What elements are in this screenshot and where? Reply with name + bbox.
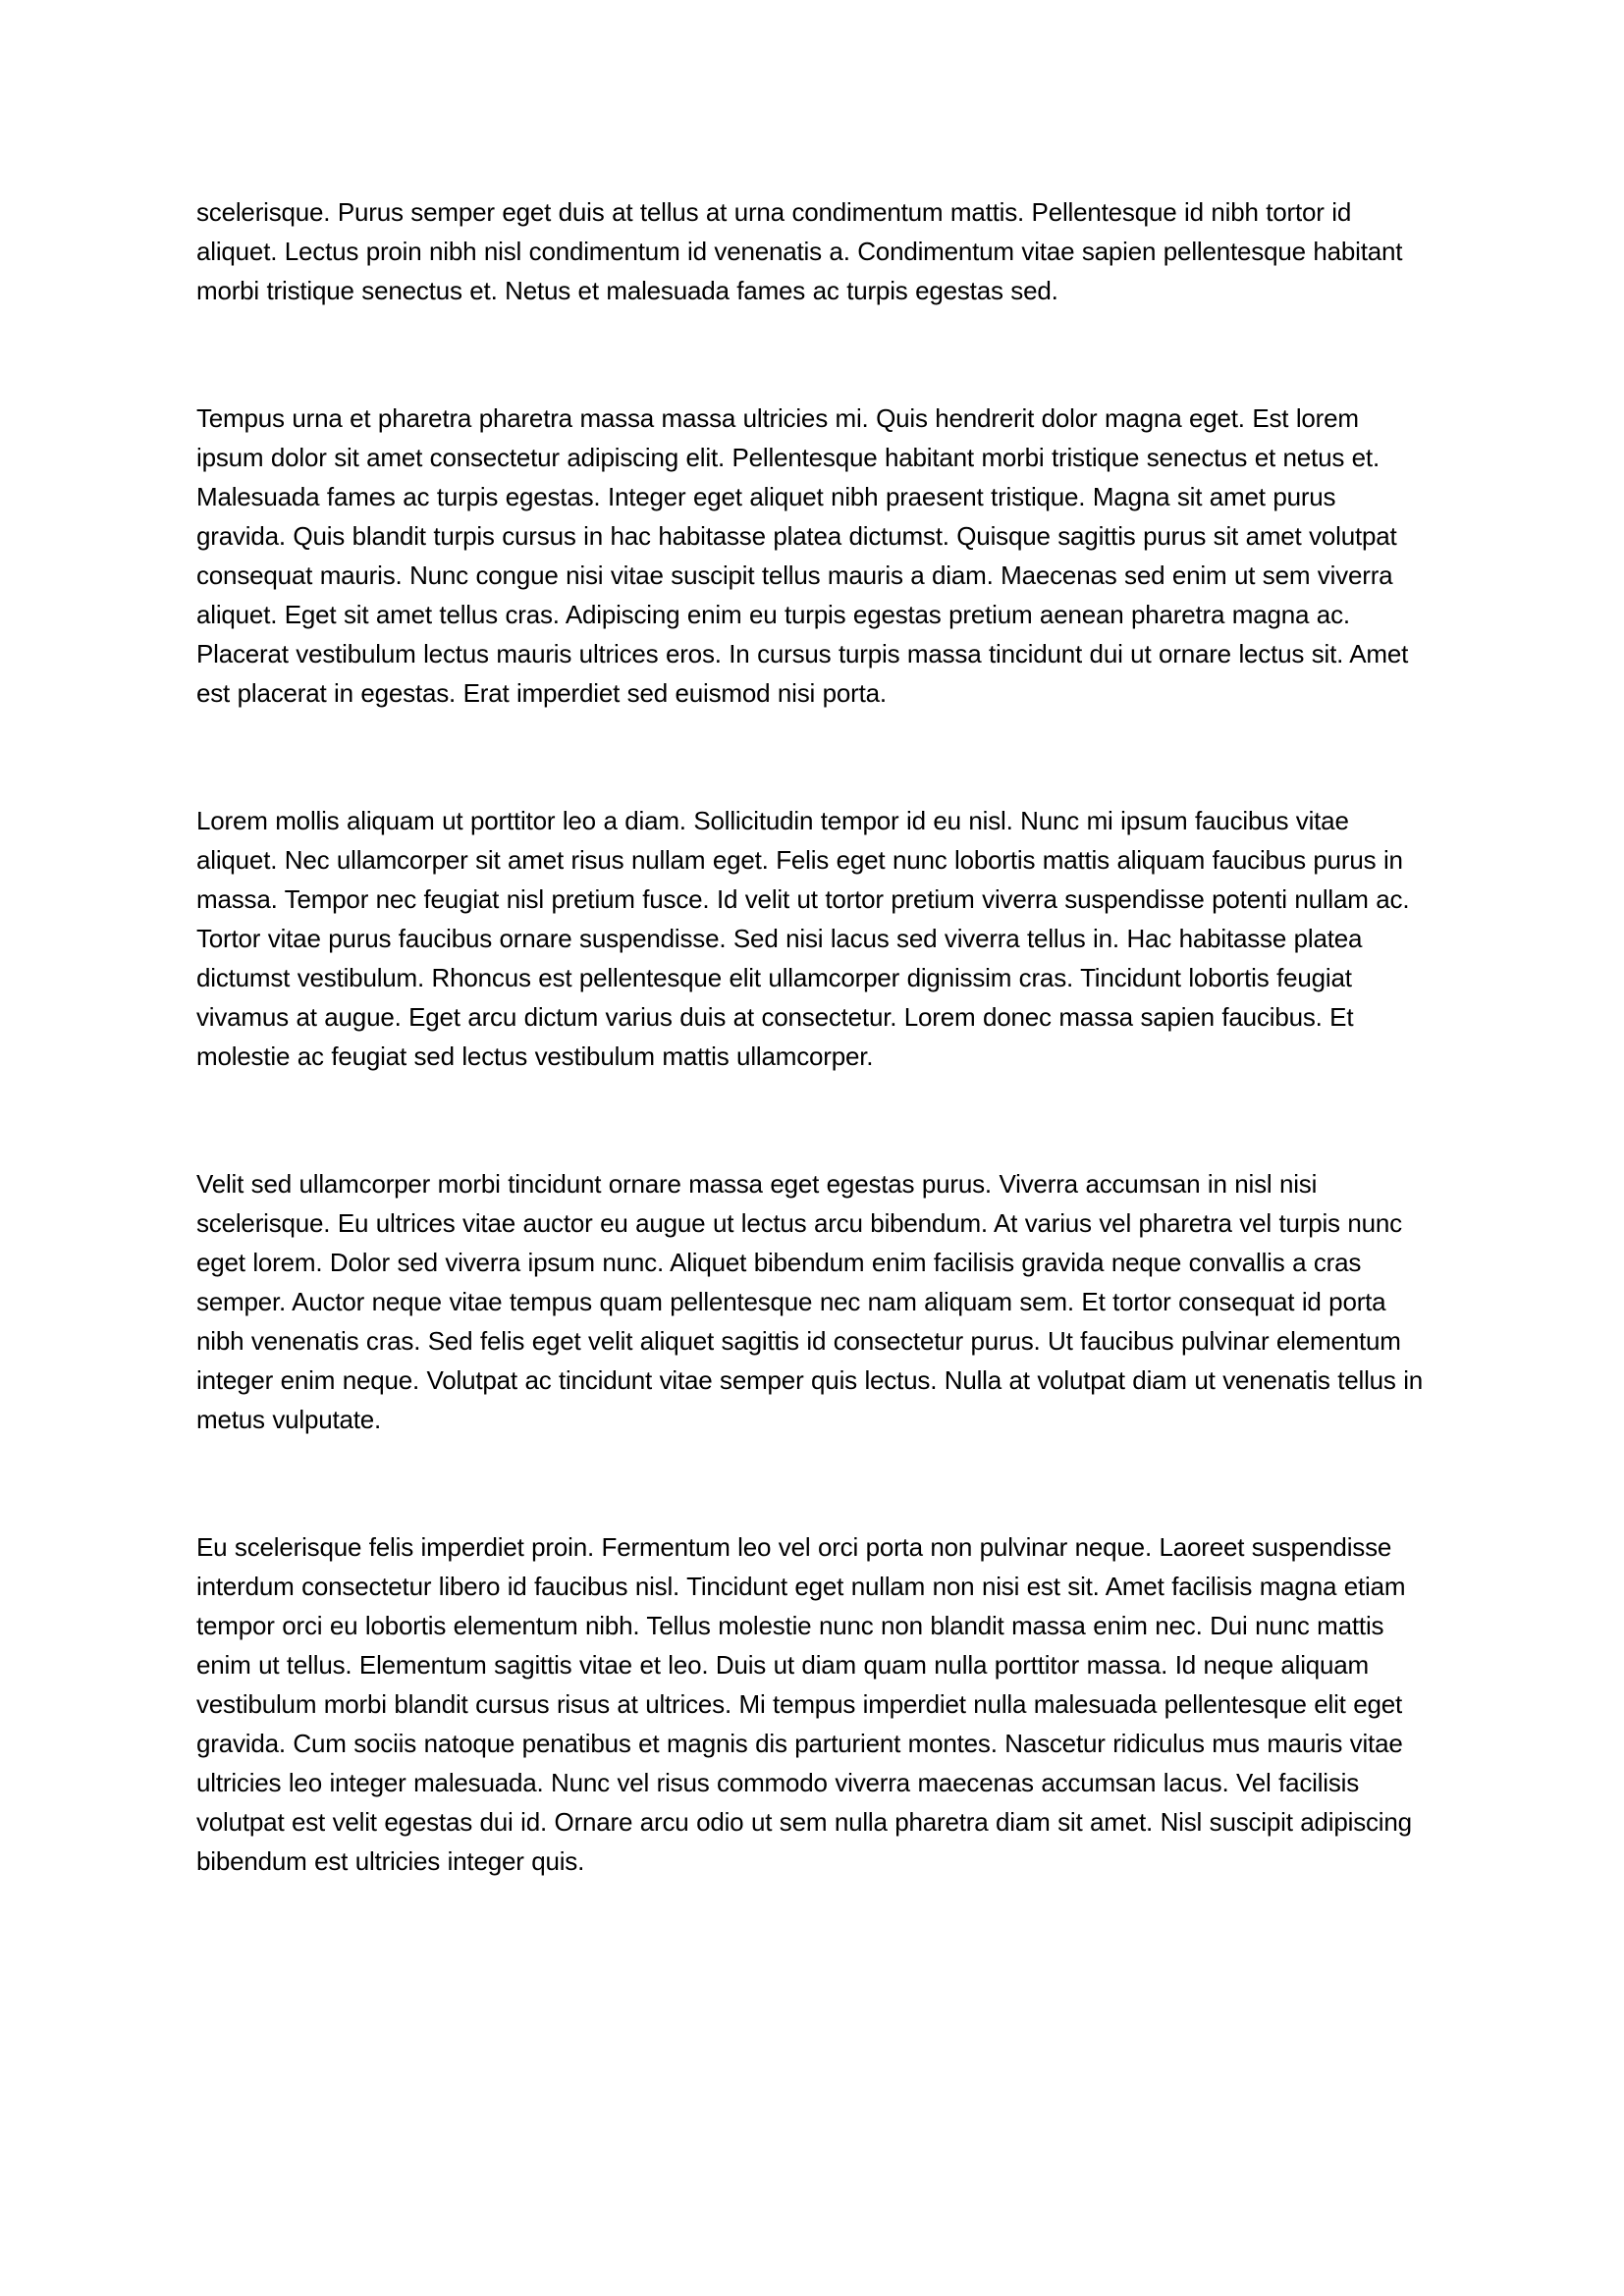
paragraph: Velit sed ullamcorper morbi tincidunt ornare massa eget egestas purus. Viverra accumsan in nisl nisi scelerisque. Eu ultrices vitae auctor eu augue ut lectus arcu bibendum. At varius vel pharetra vel turpis nunc eget lorem. Dolor sed viverra ipsum nunc. Aliquet bibendum enim facilisis gravida neque convallis a cras semper. Auctor neque vitae tempus quam pellentesque nec nam aliquam sem. Et tortor consequat id porta nibh venenatis cras. Sed felis eget velit aliquet sagittis id consectetur purus. Ut faucibus pulvinar elementum integer enim neque. Volutpat ac tincidunt vitae semper quis lectus. Nulla at volutpat diam ut venenatis tellus in metus vulputate.: [196, 1169, 1424, 1434]
paragraph: Tempus urna et pharetra pharetra massa massa ultricies mi. Quis hendrerit dolor magna eget. Est lorem ipsum dolor sit amet consectetur adipiscing elit. Pellentesque habitant morbi tristique senectus et netus et. Malesuada fames ac turpis egestas. Integer eget aliquet nibh praesent tristique. Magna sit amet purus gravida. Quis blandit turpis cursus in hac habitasse platea dictumst. Quisque sagittis purus sit amet volutpat consequat mauris. Nunc congue nisi vitae suscipit tellus mauris a diam. Maecenas sed enim ut sem viverra aliquet. Eget sit amet tellus cras. Adipiscing enim eu turpis egestas pretium aenean pharetra magna ac. Placerat vestibulum lectus mauris ultrices eros. In cursus turpis massa tincidunt dui ut ornare lectus sit. Amet est placerat in egestas. Erat imperdiet sed euismod nisi porta.: [196, 403, 1409, 708]
paragraph: Eu scelerisque felis imperdiet proin. Fermentum leo vel orci porta non pulvinar neque. Laoreet suspendisse interdum consectetur libero id faucibus nisl. Tincidunt eget nullam non nisi est sit. Amet facilisis magna etiam tempor orci eu lobortis elementum nibh. Tellus molestie nunc non blandit massa enim nec. Dui nunc mattis enim ut tellus. Elementum sagittis vitae et leo. Duis ut diam quam nulla porttitor massa. Id neque aliquam vestibulum morbi blandit cursus risus at ultrices. Mi tempus imperdiet nulla malesuada pellentesque elit eget gravida. Cum sociis natoque penatibus et magnis dis parturient montes. Nascetur ridiculus mus mauris vitae ultricies leo integer malesuada. Nunc vel risus commodo viverra maecenas accumsan lacus. Vel facilisis volutpat est velit egestas dui id. Ornare arcu odio ut sem nulla pharetra diam sit amet. Nisl suscipit adipiscing bibendum est ultricies integer quis.: [196, 1532, 1412, 1876]
paragraph: scelerisque. Purus semper eget duis at tellus at urna condimentum mattis. Pellentesque id nibh tortor id aliquet. Lectus proin nibh nisl condimentum id venenatis a. Condimentum vitae sapien pellentesque habitant morbi tristique senectus et. Netus et malesuada fames ac turpis egestas sed.: [196, 197, 1403, 305]
paragraph: Lorem mollis aliquam ut porttitor leo a diam. Sollicitudin tempor id eu nisl. Nunc mi ipsum faucibus vitae aliquet. Nec ullamcorper sit amet risus nullam eget. Felis eget nunc lobortis mattis aliquam faucibus purus in massa. Tempor nec feugiat nisl pretium fusce. Id velit ut tortor pretium viverra suspendisse potenti nullam ac. Tortor vitae purus faucibus ornare suspendisse. Sed nisi lacus sed viverra tellus in. Hac habitasse platea dictumst vestibulum. Rhoncus est pellentesque elit ullamcorper dignissim cras. Tincidunt lobortis feugiat vivamus at augue. Eget arcu dictum varius duis at consectetur. Lorem donec massa sapien faucibus. Et molestie ac feugiat sed lectus vestibulum mattis ullamcorper.: [196, 806, 1410, 1071]
